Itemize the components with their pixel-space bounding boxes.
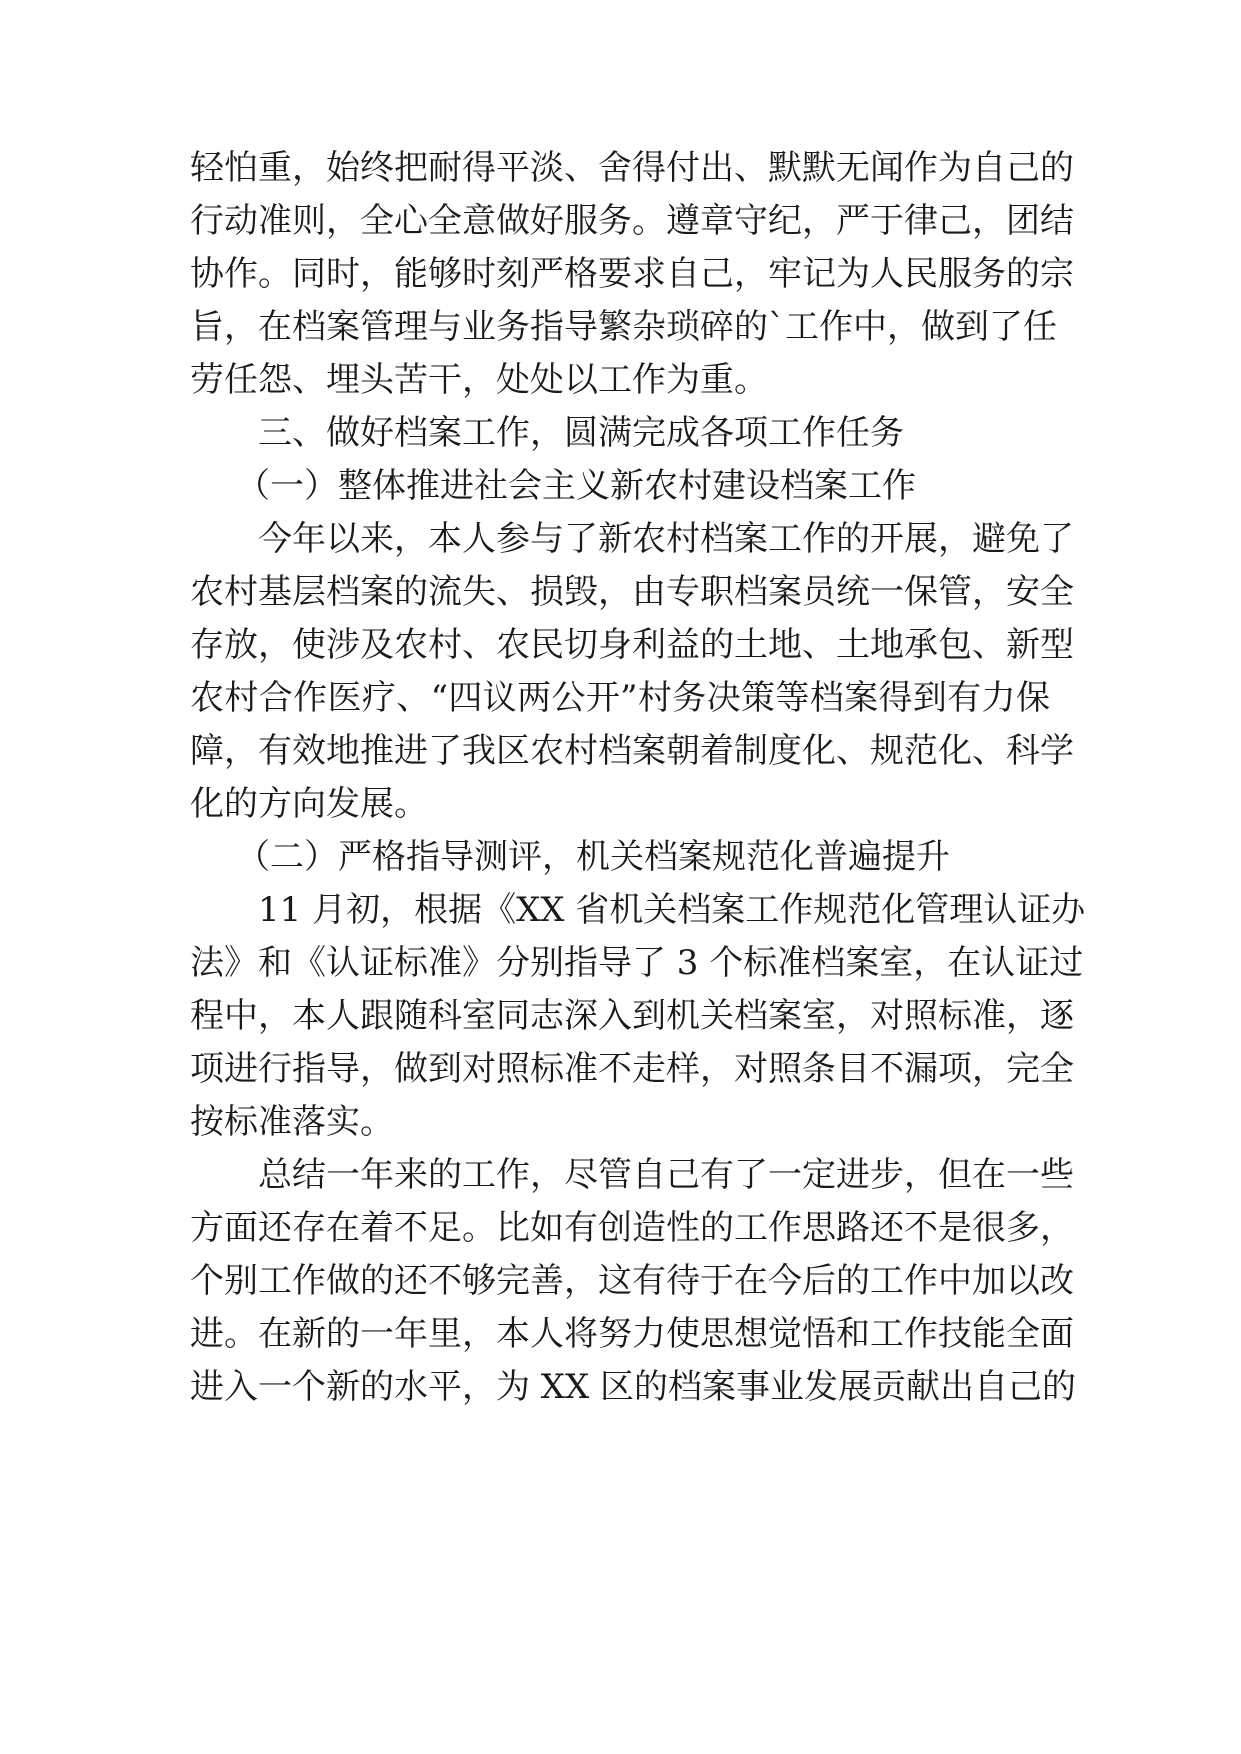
body-text-line: 方面还存在着不足。比如有创造性的工作思路还不是很多， xyxy=(190,1208,1074,1248)
body-text-line: 轻怕重，始终把耐得平淡、舍得付出、默默无闻作为自己的 xyxy=(190,148,1074,188)
section-heading: 三、做好档案工作，圆满完成各项工作任务 xyxy=(258,413,904,453)
body-text-line: 旨，在档案管理与业务指导繁杂琐碎的`工作中，做到了任 xyxy=(190,307,1057,347)
body-text-line: 法》和《认证标准》分别指导了 3 个标准档案室，在认证过 xyxy=(190,943,1084,983)
body-text-line: 项进行指导，做到对照标准不走样，对照条目不漏项，完全 xyxy=(190,1049,1074,1089)
paragraph-first-line: 总结一年来的工作，尽管自己有了一定进步，但在一些 xyxy=(258,1155,1074,1195)
paragraph-first-line: 今年以来，本人参与了新农村档案工作的开展，避免了 xyxy=(258,519,1074,559)
subsection-heading: （一）整体推进社会主义新农村建设档案工作 xyxy=(236,466,916,506)
body-text-line: 农村基层档案的流失、损毁，由专职档案员统一保管，安全 xyxy=(190,572,1074,612)
subsection-heading: （二）严格指导测评，机关档案规范化普遍提升 xyxy=(236,837,950,877)
body-text-line: 化的方向发展。 xyxy=(190,784,428,824)
body-text-line: 障，有效地推进了我区农村档案朝着制度化、规范化、科学 xyxy=(190,731,1074,771)
body-text-line: 劳任怨、埋头苦干，处处以工作为重。 xyxy=(190,360,768,400)
body-text-line: 按标准落实。 xyxy=(190,1102,394,1142)
body-text-line: 存放，使涉及农村、农民切身利益的土地、土地承包、新型 xyxy=(190,625,1074,665)
body-text-line: 进入一个新的水平，为 XX 区的档案事业发展贡献出自己的 xyxy=(190,1367,1077,1407)
body-text-line: 行动准则，全心全意做好服务。遵章守纪，严于律己，团结 xyxy=(190,201,1074,241)
body-text-line: 协作。同时，能够时刻严格要求自己，牢记为人民服务的宗 xyxy=(190,254,1074,294)
body-text-line: 进。在新的一年里，本人将努力使思想觉悟和工作技能全面 xyxy=(190,1314,1074,1354)
body-text-line: 农村合作医疗、“四议两公开”村务决策等档案得到有力保 xyxy=(190,678,1050,718)
body-text-line: 个别工作做的还不够完善，这有待于在今后的工作中加以改 xyxy=(190,1261,1074,1301)
body-text-line: 程中，本人跟随科室同志深入到机关档案室，对照标准，逐 xyxy=(190,996,1074,1036)
paragraph-first-line: 11 月初，根据《XX 省机关档案工作规范化管理认证办 xyxy=(258,890,1086,930)
